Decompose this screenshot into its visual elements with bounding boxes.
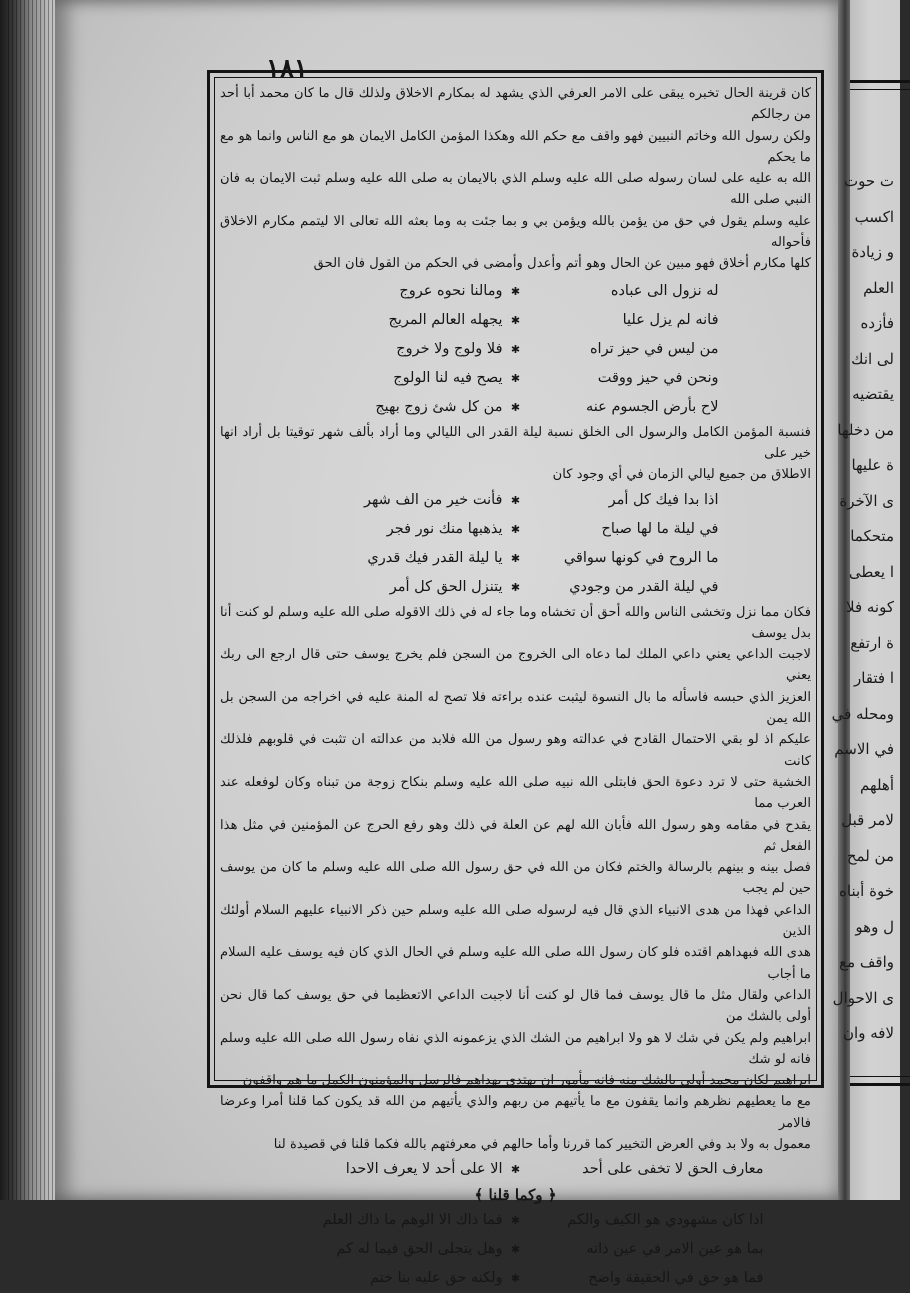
verse-line <box>220 1206 811 1235</box>
text-line: الخشية حتى لا ترد دعوة الحق فابتلى الله نبيه صلى الله عليه وسلم بنكاح زوجة من تبناه وكان لوفعله عند العرب مما <box>220 774 811 812</box>
verse-hemistich: في ليلة ما لها صباح <box>601 520 719 537</box>
star-separator-icon: ✱ <box>510 284 521 298</box>
verse-hemistich: ما الروح في كونها سواقي <box>563 549 719 566</box>
text-line: ابراهيم لكان محمد أولى بالشك منه فانه مأمور ان يهتدي بهداهم فالرسل والمؤمنون الكمل ما هم واقفون <box>242 1073 811 1089</box>
paragraph-3 <box>220 602 811 1156</box>
verse-hemistich: من كل شئ زوج بهيج <box>375 398 503 415</box>
verse-line <box>220 515 811 544</box>
page-number: ١٨١ <box>266 54 308 84</box>
verse-group-2 <box>220 486 811 602</box>
text-line: فصل بينه و بينهم بالرسالة والختم فكان من الله في حق رسول الله صلى الله عليه وسلم ما كان من يوسف حين لم يجب <box>220 860 811 897</box>
star-separator-icon: ✱ <box>510 522 521 536</box>
verse-hemistich: معارف الحق لا تخفى على أحد <box>582 1161 764 1178</box>
verse-hemistich: فأنت خير من الف شهر <box>364 491 503 508</box>
text-frame <box>207 70 824 1287</box>
verse-hemistich: الا على أحد لا يعرف الاحدا <box>345 1161 503 1178</box>
text-line: عليه وسلم يقول في حق من يؤمن بالله ويؤمن بي و بما جئت به وما بعثه الله تعالى الا ليتمم مكارم الاخلاق فأحواله <box>220 213 811 251</box>
text-line: كلها مكارم أخلاق فهو مبين عن الحال وهو أتم وأعدل وأمضى في الحكم من القول فان الحق <box>313 256 811 272</box>
verse-hemistich: فما ذاك الا الوهم ما ذاك العلم <box>322 1212 503 1229</box>
facing-page-edge <box>831 0 900 1200</box>
text-line: الداعي ولقال مثل ما قال يوسف فما قال لو كنت أنا لاجبت الداعي الاتعظيما في حق يوسف كما قال نحن أولى بالشك من <box>220 987 811 1025</box>
facing-page-text-fragment: متحكما <box>850 527 894 545</box>
verse-line <box>220 364 811 393</box>
verse-hemistich: فلا ولوج ولا خروج <box>396 340 503 357</box>
text-line: العزيز الذي حبسه فاسأله ما بال النسوة ليثبت عنده براءته فلا تصح له المنة عليه في اخراجه من السجن بل الله يمن <box>220 689 811 727</box>
verse-hemistich: بما هو عين الامر في عين ذاته <box>586 1241 764 1258</box>
verse-hemistich: يذهبها منك نور فجر <box>386 520 503 537</box>
facing-page-text-fragment: ا يعطى <box>848 562 894 581</box>
text-line: معمول به ولا بد وفي العرض التخيير كما قررنا وأما حالهم في معرفتهم بالله فكما قلنا في قصيدة لنا <box>273 1136 811 1152</box>
facing-page-text-fragment: من دخلها <box>837 420 894 439</box>
star-separator-icon: ✱ <box>510 1243 521 1257</box>
facing-page-text-fragment: فأزده <box>860 314 894 332</box>
facing-page-text-fragment: من لمح <box>846 846 894 865</box>
verse-line <box>220 544 811 573</box>
verse-line <box>220 1235 811 1264</box>
star-separator-icon: ✱ <box>510 1214 521 1228</box>
star-separator-icon: ✱ <box>510 493 521 507</box>
facing-page-text-fragment: خوة أبناه <box>839 882 894 900</box>
verse-hemistich: يا ليلة القدر فيك قدري <box>367 549 503 566</box>
star-separator-icon: ✱ <box>510 400 521 414</box>
facing-page-text-fragment: ل وهو <box>855 917 894 936</box>
facing-page-text-fragment: ة عليها <box>851 456 894 474</box>
verse-hemistich: اذا كان مشهودي هو الكيف والكم <box>567 1212 764 1229</box>
facing-page-text-fragment: لامر قبل <box>841 811 894 829</box>
text-line: كان قرينة الحال تخبره يبقى على الامر العرفي الذي يشهد له بمكارم الاخلاق ولذلك قال ما كان محمد أبا أحد من رجالكم <box>220 86 811 123</box>
star-separator-icon: ✱ <box>510 1163 521 1177</box>
facing-page-text-fragment: ومحله في <box>831 704 894 723</box>
text-block <box>220 83 812 1287</box>
text-line: الله به عليه على لسان رسوله صلى الله عليه وسلم الذي بالايمان به صلى الله عليه وسلم ثبت الايمان به فان النبي صلى الله <box>220 171 811 208</box>
text-line: فنسبة المؤمن الكامل والرسول الى الخلق نسبة ليلة القدر الى الليالي وما أراد بألف شهر توقيتا بل أراد انها خير على <box>220 424 811 461</box>
facing-page-text-fragment: لى انك <box>851 349 894 368</box>
verse-hemistich: ومالنا نحوه عروج <box>399 282 503 299</box>
text-line: فكان مما نزل وتخشى الناس والله أحق أن تخشاه وما جاء له في ذلك الاقوله صلى الله عليه وسلم لو كنت أنا بدل يوسف <box>220 604 811 641</box>
facing-page-text-fragment: اكسب <box>854 207 894 226</box>
star-separator-icon: ✱ <box>510 342 521 356</box>
verse-hemistich: فانه لم يزل عليا <box>622 311 719 328</box>
facing-page-text-fragment: يقتضيه <box>852 385 894 403</box>
verse-hemistich: لاح بأرض الجسوم عنه <box>586 398 719 415</box>
verse-line <box>220 1155 811 1184</box>
verse-hemistich: اذا بدا فيك كل أمر <box>608 491 719 508</box>
verse-line <box>220 486 811 515</box>
facing-page-text-fragment: لافه وان <box>843 1024 894 1042</box>
facing-page-text-fragment: كونه فلا <box>846 598 894 616</box>
facing-page-text-fragment: في الاسم <box>834 740 894 758</box>
facing-page-text-fragment: ا فتقار <box>853 669 894 687</box>
verse-line <box>220 335 811 364</box>
text-line: الاطلاق من جميع ليالي الزمان في أي وجود كان <box>552 467 811 483</box>
facing-page-text-fragment: واقف مع <box>839 953 894 971</box>
facing-page-text-fragment: ت حوت <box>843 172 894 190</box>
facing-page-text-fragment: العلم <box>863 278 894 297</box>
text-line: عليكم اذ لو بقي الاحتمال القادح في عدالته وهو رسول من الله فلابد من عدالته ان تثبت في قلوبهم فلذلك كانت <box>220 732 811 769</box>
verse-hemistich: ولكنه حق عليه بنا ختم <box>370 1270 503 1287</box>
verse-group-1 <box>220 277 811 422</box>
verse-hemistich: له نزول الى عباده <box>610 282 719 299</box>
verse-group-4 <box>220 1206 811 1293</box>
verse-hemistich: يجهله العالم المريج <box>388 311 503 328</box>
verse-hemistich: وهل يتجلى الحق فيما له كم <box>336 1241 503 1258</box>
verse-hemistich: في ليلة القدر من وجودي <box>569 578 719 595</box>
verse-hemistich: يتنزل الحق كل أمر <box>389 578 503 595</box>
facing-page-text-fragment: ى الاحوال <box>832 988 894 1007</box>
verse-hemistich: ونحن في حيز ووقت <box>597 369 719 386</box>
text-line: ابراهيم ولم يكن في شك لا هو ولا ابراهيم من الشك الذي يزعمونه الذي نفاه رسول الله صلى الله عليه وسلم فانه لو شك <box>220 1030 811 1067</box>
text-line: مع ما يعطيهم نظرهم وانما يقفون مع ما يأتيهم من ربهم والذي يأتيهم من الله قد يكون كما قلنا أمرا وعرضا فالامر <box>220 1094 811 1131</box>
text-line: لاجبت الداعي يعني داعي الملك لما دعاه الى الخروج من السجن فلم يخرج يوسف حتى قال ارجع الى ربك يعني <box>220 647 811 684</box>
star-separator-icon: ✱ <box>510 551 521 565</box>
verse-line <box>220 573 811 602</box>
verse-line <box>220 306 811 335</box>
verse-hemistich: يصح فيه لنا الولوج <box>393 369 503 386</box>
verse-hemistich: فما هو حق في الحقيقة واضح <box>588 1270 764 1287</box>
verse-line <box>220 393 811 422</box>
star-separator-icon: ✱ <box>510 371 521 385</box>
text-line: يقدح في مقامه وهو رسول الله فأبان الله لهم عن العلة في ذلك وهو رفع الحرج عن المؤمنين في مثل هذا الفعل ثم <box>220 817 811 854</box>
section-heading: ﴿ وكما قلنا ﴾ <box>474 1186 557 1205</box>
verse-hemistich: من ليس في حيز تراه <box>589 340 719 357</box>
verse-line <box>220 277 811 306</box>
facing-page-text-fragment: و زيادة <box>851 243 894 261</box>
text-line: هدى الله فبهداهم اقتده فلو كان رسول الله صلى الله عليه وسلم في الحال الذي كان فيه يوسف عليه السلام ما أجاب <box>220 945 811 982</box>
paragraph-2 <box>220 422 811 486</box>
facing-page-text-fragment: ة ارتفع <box>850 633 894 652</box>
verse-line <box>220 1264 811 1293</box>
star-separator-icon: ✱ <box>510 313 521 327</box>
text-line: ولكن رسول الله وخاتم النبيين فهو واقف مع حكم الله وهكذا المؤمن الكامل الايمان هو مع الناس وانما هو مع ما يحكم <box>220 128 812 165</box>
text-line: الداعي فهذا من هدى الانبياء الذي قال فيه لرسوله صلى الله عليه وسلم حين ذكر الانبياء عليهم السلام أولئك الذين <box>220 902 811 940</box>
facing-page-text-fragment: ى الآخرة <box>839 491 894 510</box>
star-separator-icon: ✱ <box>510 580 521 594</box>
facing-page-text-fragment: أهلهم <box>860 775 894 794</box>
star-separator-icon: ✱ <box>510 1272 521 1286</box>
paragraph-1 <box>220 83 811 275</box>
